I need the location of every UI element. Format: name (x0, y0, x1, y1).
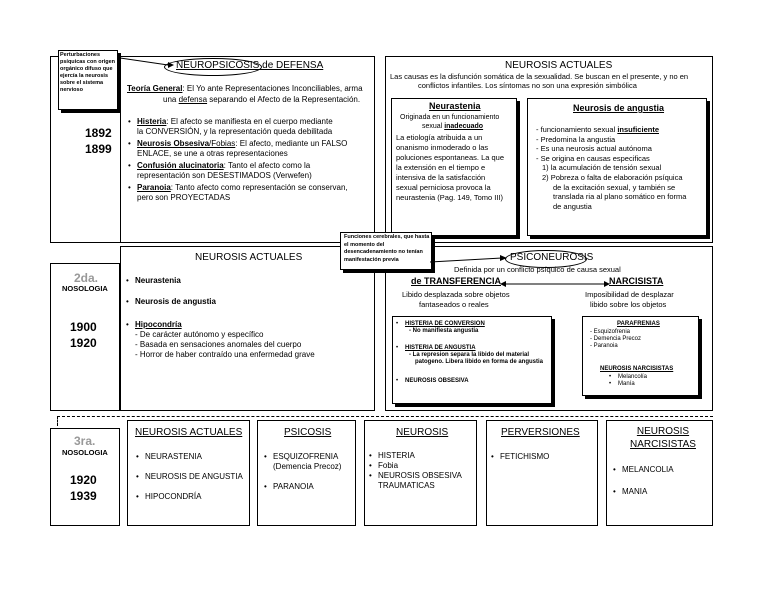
item-label: MELANCOLIA (622, 465, 674, 474)
para-item: - Demencia Precoz (590, 336, 642, 342)
list-item (378, 471, 462, 481)
item-line2: la CONVERSIÓN, y la representación queda debilitada (137, 127, 333, 136)
line-text: - funcionamiento sexual (536, 125, 616, 134)
teoria-una: una (163, 95, 177, 104)
teoria-defensa: defensa (178, 95, 208, 104)
item-line2: representación son DESESTIMADOS (Verwefen) (137, 171, 312, 180)
year-1920-a: 1920 (70, 336, 97, 350)
angustia-line: - Predomina la angustia (536, 134, 616, 144)
psico-desc: Definida por un conflicto psíquico de causa sexual (454, 265, 621, 274)
list-item (137, 117, 377, 137)
body-line: onanismo inmoderado o las (396, 143, 489, 152)
item-label: FETICHISMO (500, 452, 550, 461)
neurastenia-sub2 (422, 123, 483, 131)
actuales-top-title: NEUROSIS ACTUALES (505, 60, 613, 71)
teoria-general (127, 84, 363, 94)
list-item (405, 378, 550, 385)
para-item: - Esquizofrenia (590, 329, 631, 335)
angustia-line: - Se origina en causas especificas (536, 153, 650, 163)
list-item (622, 487, 674, 497)
nn-list (618, 374, 647, 388)
body-line: intensiva de la satisfacción (396, 173, 486, 182)
item-line2: ENLACE, se une a otras representaciones (137, 149, 288, 158)
teoria-rest: separando el Afecto de la Representación. (209, 95, 361, 104)
angustia-line: de la excitación sexual, y también se (553, 182, 676, 192)
col-narcisistas-title: NEUROSIS NARCISISTAS (630, 426, 696, 450)
item-label: Neurastenia (135, 276, 181, 285)
item-label: TRAUMATICAS (378, 481, 435, 490)
transfer-list (405, 321, 550, 385)
col-neurosis-title: NEUROSIS (396, 427, 449, 438)
item-label: NEURASTENIA (145, 452, 202, 461)
item-line1: : Tanto el afecto como la (223, 161, 311, 170)
item-label: HIPOCONDRÍA (145, 492, 202, 501)
list-item (135, 297, 315, 307)
list-item (618, 374, 647, 381)
list-item (137, 161, 377, 181)
list-item (378, 451, 462, 461)
angustia-line (536, 125, 686, 135)
transfer-desc2: fantaseados o reales (419, 300, 489, 309)
teoria-line1: : El Yo ante Representaciones Inconciliables, arma (182, 84, 363, 93)
teoria-line2 (163, 95, 360, 105)
neurastenia-sub1: Originada en un funcionamiento (400, 114, 500, 121)
body-line: la extensión en el tiempo e (396, 163, 486, 172)
angustia-title: Neurosis de angustia (573, 103, 665, 113)
actuales-mid-list (135, 276, 315, 360)
item-sub: - La represion separa la libido del material (409, 352, 530, 358)
col-psicosis-title: PSICOSIS (284, 427, 332, 438)
parafrenias-title: PARAFRENIAS (617, 321, 660, 327)
narc-desc2: libido sobre los objetos (590, 300, 667, 309)
item-sub: - No manifiesta angustia (409, 328, 479, 334)
second-sublabel: NOSOLOGIA (62, 284, 108, 293)
dashed-left (57, 416, 58, 426)
psico-narc: NARCISISTA (609, 276, 664, 286)
item-label: Histeria (137, 117, 167, 126)
neurastenia-body (396, 133, 514, 203)
item-label: Neurosis Obsesiva (137, 139, 210, 148)
item-label: Confusión alucinatoria (137, 161, 224, 170)
second-label: 2da. (74, 271, 99, 285)
nn-item: Melancolía (618, 374, 648, 380)
psico-arrow (430, 252, 510, 264)
item-label: Paranoia (137, 183, 171, 192)
para-item: - Paranoia (590, 343, 618, 349)
item-label: HISTERIA DE ANGUSTIA (405, 345, 476, 351)
hipo-line: - Basada en sensaciones anomales del cuerpo (135, 340, 302, 349)
body-line: sexual perniciosa provoca la (396, 183, 491, 192)
body-line: La etiología atribuida a un (396, 133, 483, 142)
col-actuales-title: NEUROSIS ACTUALES (135, 427, 243, 438)
item-label: Fobia (378, 461, 399, 470)
col-psicosis-list (273, 452, 353, 492)
angustia-line: - Es una neurosis actual autónoma (536, 144, 652, 154)
hipo-line: - Horror de haber contraído una enfermedad grave (135, 350, 315, 359)
angustia-line: de angustia (553, 201, 592, 211)
angustia-lines (536, 125, 686, 211)
third-label: 3ra. (74, 434, 96, 448)
angustia-line: 2) Pobreza o falta de elaboración psíquica (542, 172, 683, 182)
item-label: PARANOIA (273, 482, 314, 491)
item-label: NEUROSIS DE ANGUSTIA (145, 472, 243, 481)
note-organic-origin-text: Perturbaciones psíquicas con origen orgánico difuso que ejercía la neurosis sobre el sistema nervioso (60, 52, 116, 93)
psico-transfer: de TRANSFERENCIA (411, 276, 502, 286)
nn-item: Manía (618, 381, 635, 387)
first-list (137, 117, 377, 203)
psico-title: PSICONEUROSIS (510, 252, 594, 263)
item-label: HISTERIA DE CONVERSION (405, 321, 485, 327)
year-1939: 1939 (70, 489, 97, 503)
year-1892: 1892 (85, 126, 112, 140)
item-line1: : El afecto, mediante un FALSO (235, 139, 348, 148)
list-item (135, 320, 315, 330)
col-perversiones-title: PERVERSIONES (501, 427, 580, 438)
list-item (273, 452, 353, 472)
angustia-line: translada ria al plano somático en forma (553, 192, 687, 202)
double-arrow (500, 279, 610, 289)
item-label: NEUROSIS OBSESIVA (378, 471, 462, 480)
item-label: Hipocondría (135, 320, 182, 329)
year-1920-b: 1920 (70, 473, 97, 487)
nn-title: NEUROSIS NARCISISTAS (600, 366, 674, 372)
list-item (135, 276, 315, 286)
col-narcisistas-list (622, 465, 674, 497)
list-item (137, 183, 377, 203)
list-item (405, 321, 550, 328)
neuropsicosis-title: NEUROPSICOSIS de DEFENSA (176, 60, 324, 71)
year-1899: 1899 (85, 142, 112, 156)
third-sublabel: NOSOLOGIA (62, 448, 108, 457)
list-item (145, 452, 243, 462)
item-line2: pero son PROYECTADAS (137, 193, 231, 202)
item-line1: : El afecto se manifiesta en el cuerpo mediante (166, 117, 333, 126)
actuales-mid-title: NEUROSIS ACTUALES (195, 252, 303, 263)
list-item (622, 465, 674, 475)
inadecuado-word: inadecuado (444, 123, 484, 130)
col-neurosis-list (378, 451, 462, 491)
actuales-top-desc1: Las causas es la disfunción somática de la sexualidad. Se buscan en el presente, y no en (390, 72, 689, 81)
body-line: poluciones espontaneas. La que (396, 153, 505, 162)
item-label: MANIA (622, 487, 648, 496)
sexual-word: sexual (422, 123, 443, 130)
item-label2: /Fobias (209, 139, 236, 148)
hipo-line: - De carácter autónomo y específico (135, 330, 264, 339)
list-item (378, 461, 462, 471)
narc-desc1: Imposibilidad de desplazar (585, 290, 674, 299)
item-label: NEUROSIS OBSESIVA (405, 378, 469, 384)
transfer-desc1: Libido desplazada sobre objetos (402, 290, 510, 299)
item-label: ESQUIZOFRENIA (Demencia Precoz) (273, 452, 342, 471)
list-item (378, 481, 462, 491)
teoria-label: Teoría General (127, 84, 183, 93)
insuficiente-word: insuficiente (617, 125, 659, 134)
note-brain-text: Funciones cerebrales, que hasta el momento del desencadenamiento no tenían manifestación previa (344, 234, 430, 263)
list-item (273, 482, 353, 492)
item-line1: : Tanto afecto como representación se conservan, (170, 183, 348, 192)
item-label: Neurosis de angustia (135, 297, 216, 306)
actuales-top-desc2: conflictos infantiles. Los síntomas no son una expresión simbólica (418, 81, 637, 90)
neurastenia-title: Neurastenia (429, 101, 481, 111)
list-item (145, 472, 243, 482)
year-1900: 1900 (70, 320, 97, 334)
col-actuales-list (145, 452, 243, 502)
item-sub: patogeno. Libera libido en forma de angustia (415, 359, 544, 365)
col-perversiones-list (500, 452, 549, 462)
parafrenias-list (590, 329, 641, 350)
angustia-line: 1) la acumulación de tensión sexual (542, 163, 662, 173)
body-line: neurastenia (Pag. 149, Tomo III) (396, 193, 504, 202)
list-item (500, 452, 549, 462)
list-item (137, 139, 377, 159)
item-label: HISTERIA (378, 451, 415, 460)
list-item (618, 381, 647, 388)
dashed-divider (57, 416, 713, 417)
list-item (145, 492, 243, 502)
list-item (405, 345, 550, 352)
